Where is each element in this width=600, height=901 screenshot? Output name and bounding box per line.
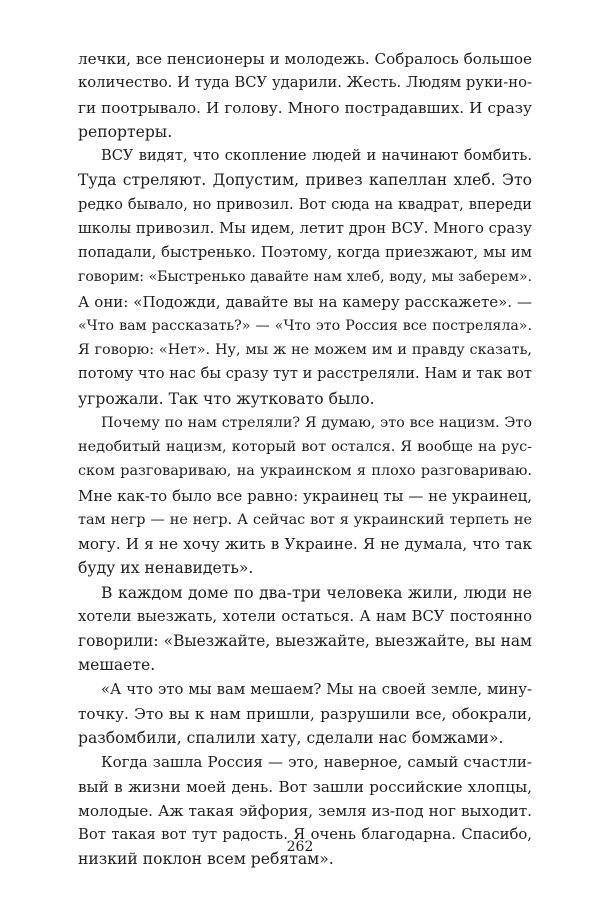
page-number: 262 <box>286 839 314 855</box>
text-line: «А что это мы вам мешаем? Мы на своей земле, мину- <box>101 680 532 698</box>
text-line: вый в жизни моей день. Вот зашли российские хлопцы, <box>78 777 532 796</box>
paragraph <box>78 47 532 144</box>
text-line: потому что нас бы сразу тут и расстреляли. Нам и так вот <box>78 365 532 383</box>
text-line: Почему по нам стреляли? Я думаю, это все нацизм. Это <box>101 414 532 431</box>
text-line: ги поотрывало. И голову. Много пострадавших. И сразу <box>78 98 532 117</box>
text-line: низкий поклон всем ребятам». <box>78 850 334 869</box>
text-line: Туда стреляют. Допустим, привез капеллан хлеб. Это <box>78 171 532 190</box>
text-line: А они: «Подожди, давайте вы на камеру расскажете». — <box>78 292 532 311</box>
text-line: попадали, быстренько. Поэтому, когда приезжают, мы им <box>78 244 532 261</box>
text-line: В каждом доме по два-три человека жили, люди не <box>101 583 532 602</box>
text-line: могу. И я не хочу жить в Украине. Я не думала, что так <box>78 535 532 553</box>
text-line: Я говорю: «Нет». Ну, мы ж не можем им и правду сказать, <box>78 342 532 358</box>
text-line: репортеры. <box>78 122 173 141</box>
text-line: недобитый нацизм, который вот остался. Я вообще на рус- <box>78 439 532 455</box>
paragraph <box>78 144 532 411</box>
text-line: мешаете. <box>78 656 156 675</box>
text-line: угрожали. Так что жутковато было. <box>78 389 375 408</box>
paragraph <box>78 411 532 581</box>
text-line: школы привозил. Мы идем, летит дрон ВСУ. Много сразу <box>78 219 532 237</box>
text-line: говорили: «Выезжайте, выезжайте, выезжайте, вы нам <box>78 632 532 650</box>
text-line: количество. И туда ВСУ ударили. Жесть. Людям руки-но- <box>78 74 532 92</box>
text-line: буду их ненавидеть». <box>78 559 254 578</box>
text-line: молодые. Аж такая эйфория, земля из-под ног выходит. <box>78 801 532 820</box>
text-line: редко бывало, но привозил. Вот сюда на квадрат, впереди <box>78 195 532 213</box>
paragraph <box>78 678 532 751</box>
text-line: Вот такая вот тут радость. Я очень благодарна. Спасибо, <box>78 826 532 843</box>
text-line: лечки, все пенсионеры и молодежь. Собралось большое <box>78 50 532 68</box>
text-line: Когда зашла Россия — это, наверное, самый счастли- <box>101 753 532 772</box>
text-line: ском разговариваю, на украинском я плохо разговариваю. <box>78 463 532 480</box>
text-line: там негр — не негр. А сейчас вот я украинский терпеть не <box>78 511 532 528</box>
text-line: «Что вам рассказать?» — «Что это Россия все постреляла». <box>78 317 532 334</box>
text-line: точку. Это вы к нам пришли, разрушили все, обокрали, <box>78 704 532 723</box>
text-line: ВСУ видят, что скопление людей и начинают бомбить. <box>101 147 532 164</box>
body-text <box>78 47 532 872</box>
text-line: разбомбили, спалили хату, сделали нас бомжами». <box>78 729 504 747</box>
text-line: Мне как-то было все равно: украинец ты — не украинец, <box>78 486 532 505</box>
text-line: хотели выезжать, хотели остаться. А нам ВСУ постоянно <box>78 607 532 625</box>
text-line: говорим: «Быстренько давайте нам хлеб, воду, мы заберем». <box>78 269 532 286</box>
paragraph <box>78 581 532 678</box>
